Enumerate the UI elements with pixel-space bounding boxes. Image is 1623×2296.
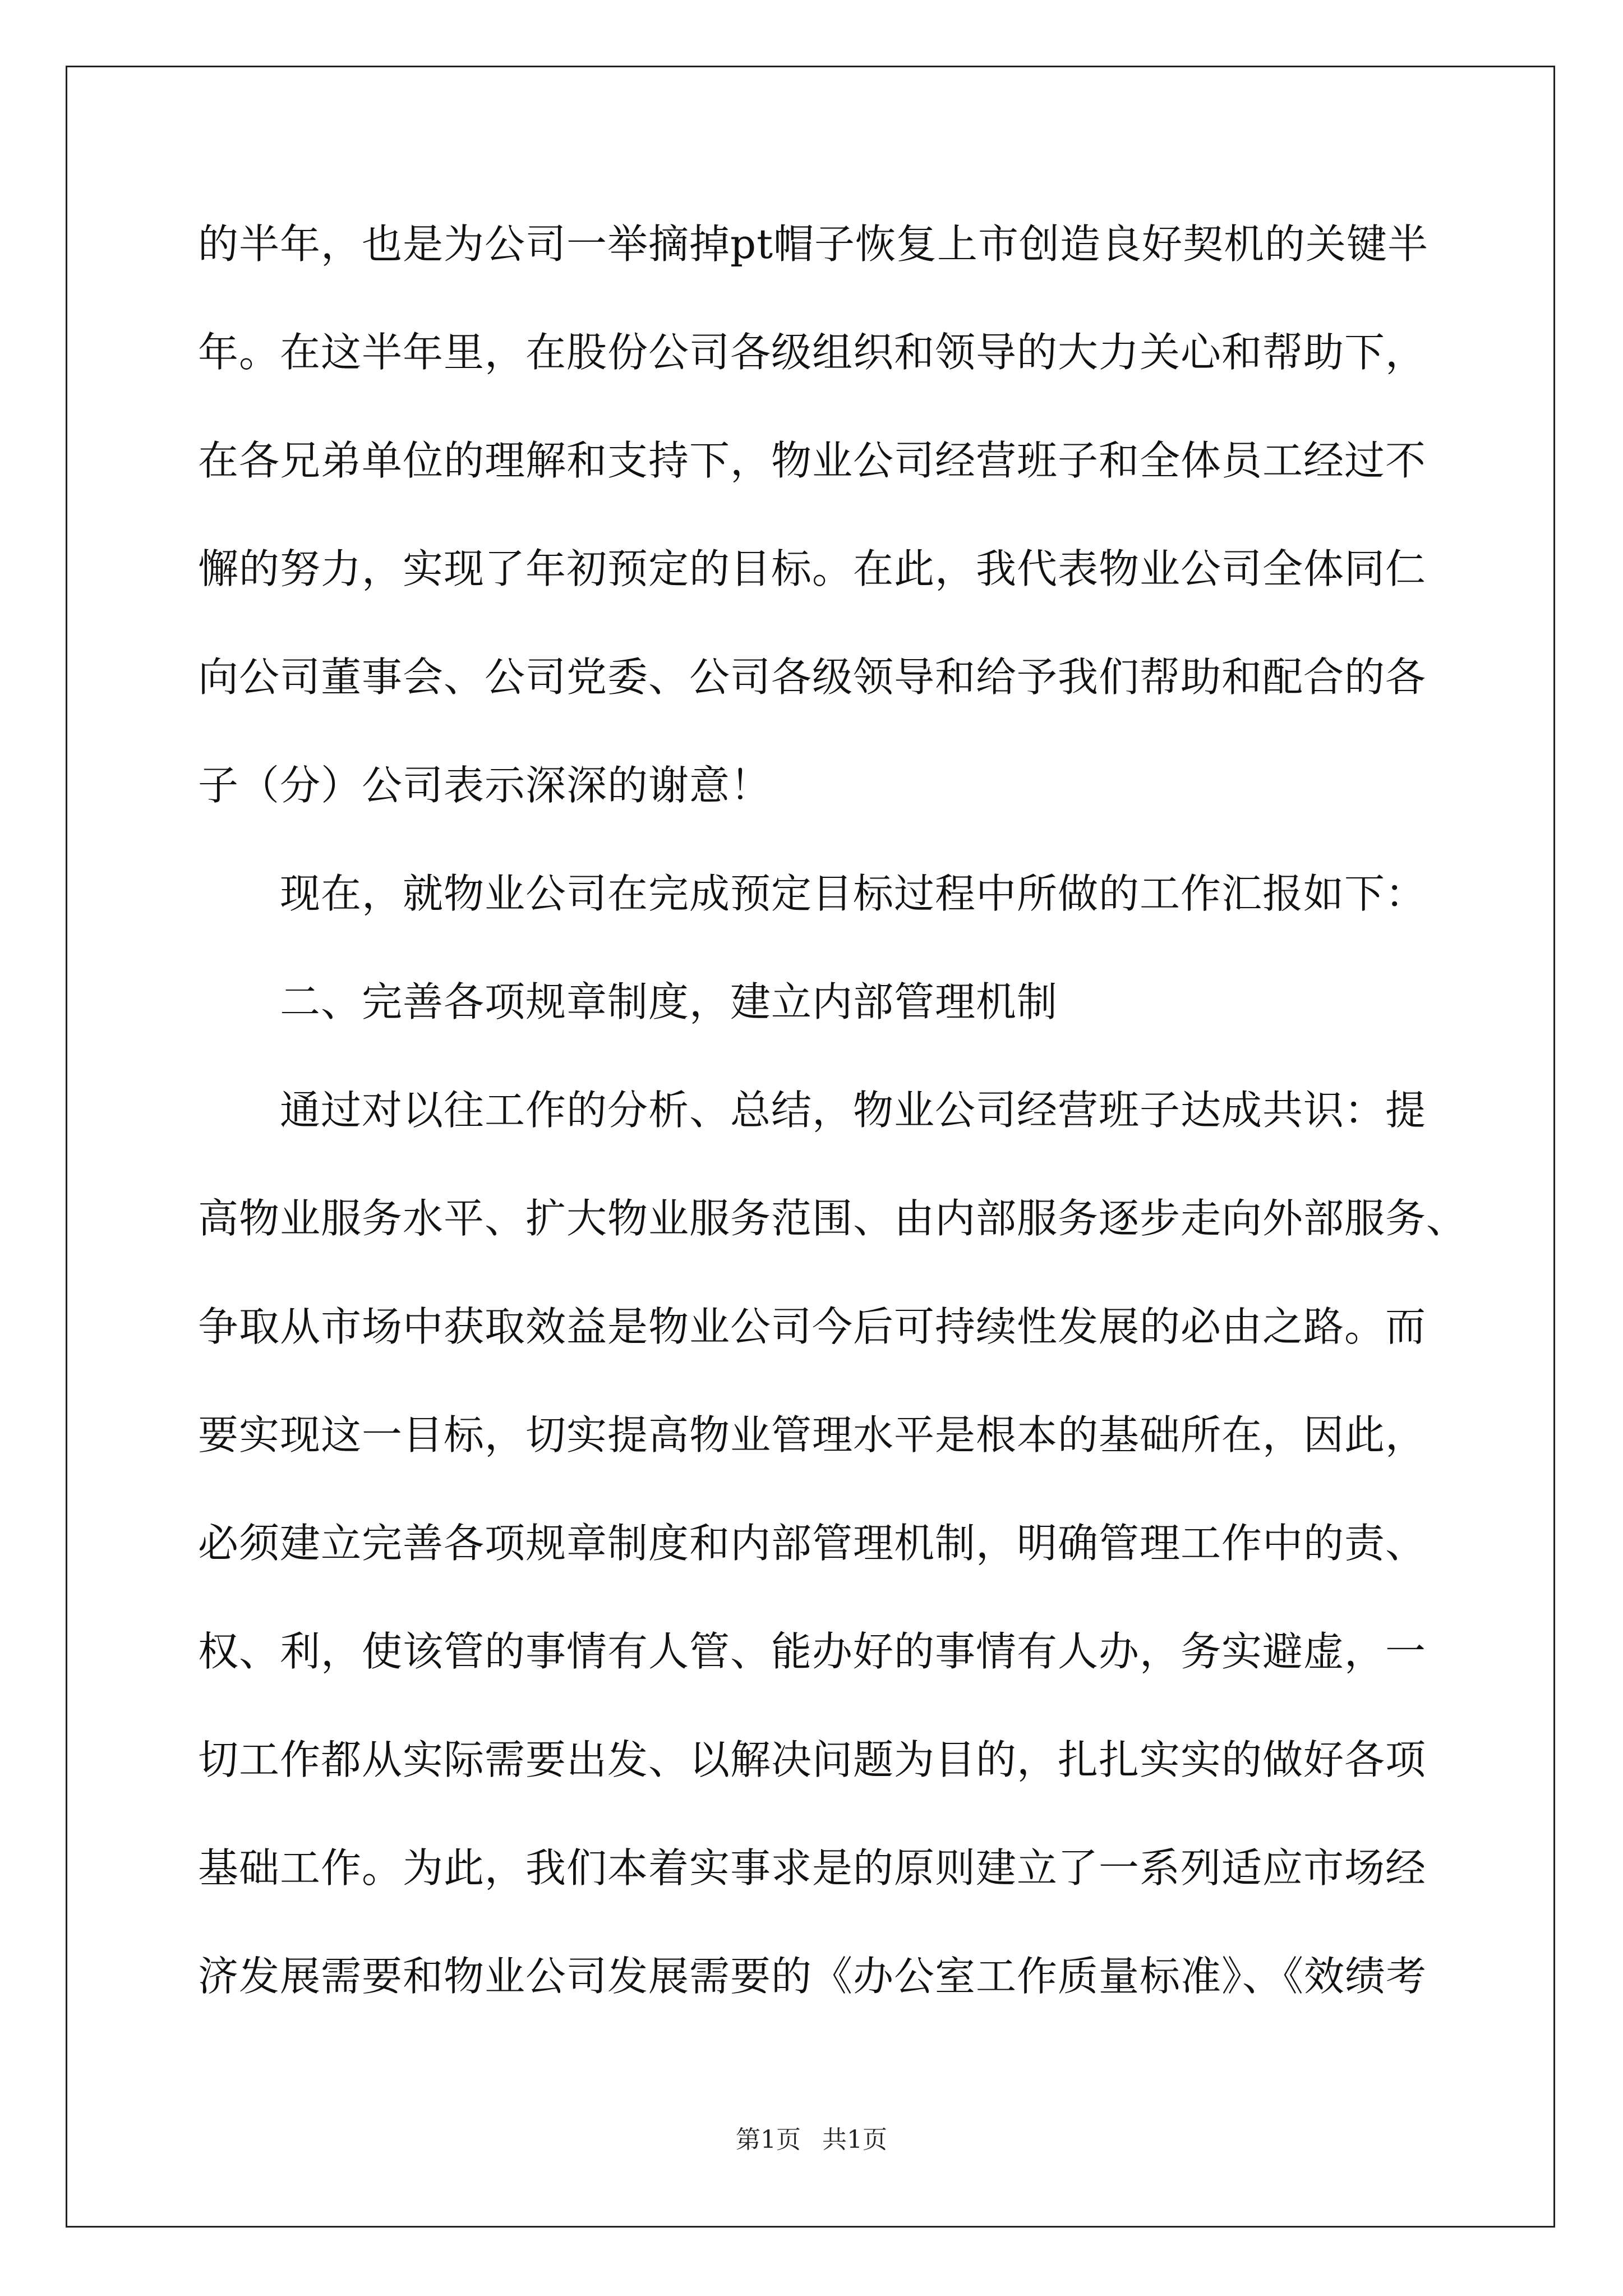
text-line: 向公司董事会、公司党委、公司各级领导和给予我们帮助和配合的各	[198, 654, 1427, 701]
section-heading: 二、完善各项规章制度，建立内部管理机制	[280, 978, 1058, 1025]
text-line: 在各兄弟单位的理解和支持下，物业公司经营班子和全体员工经过不	[198, 437, 1427, 484]
page-total: 共1页	[822, 2125, 887, 2154]
paragraph-first-line: 现在，就物业公司在完成预定目标过程中所做的工作汇报如下：	[280, 870, 1427, 917]
text-line: 基础工作。为此，我们本着实事求是的原则建立了一系列适应市场经	[198, 1844, 1427, 1892]
page-number: 第1页	[736, 2125, 801, 2154]
page-footer	[0, 2119, 1623, 2155]
page-border	[66, 66, 1555, 2228]
text-line: 争取从市场中获取效益是物业公司今后可持续性发展的必由之路。而	[198, 1303, 1427, 1350]
text-line: 济发展需要和物业公司发展需要的《办公室工作质量标准》、《效绩考	[198, 1953, 1427, 2000]
text-line: 年。在这半年里，在股份公司各级组织和领导的大力关心和帮助下，	[198, 329, 1427, 376]
text-line: 懈的努力，实现了年初预定的目标。在此，我代表物业公司全体同仁	[198, 545, 1427, 592]
paragraph-first-line: 通过对以往工作的分析、总结，物业公司经营班子达成共识：提	[280, 1087, 1427, 1134]
text-line: 必须建立完善各项规章制度和内部管理机制，明确管理工作中的责、	[198, 1520, 1427, 1567]
text-line: 子（分）公司表示深深的谢意！	[198, 762, 772, 809]
text-line: 切工作都从实际需要出发、以解决问题为目的，扎扎实实的做好各项	[198, 1736, 1427, 1783]
text-line: 的半年，也是为公司一举摘掉pt帽子恢复上市创造良好契机的关键半	[198, 220, 1429, 268]
text-line: 高物业服务水平、扩大物业服务范围、由内部服务逐步走向外部服务、	[198, 1195, 1468, 1242]
text-line: 权、利，使该管的事情有人管、能办好的事情有人办，务实避虚，一	[198, 1628, 1427, 1675]
text-line: 要实现这一目标，切实提高物业管理水平是根本的基础所在，因此，	[198, 1411, 1427, 1458]
